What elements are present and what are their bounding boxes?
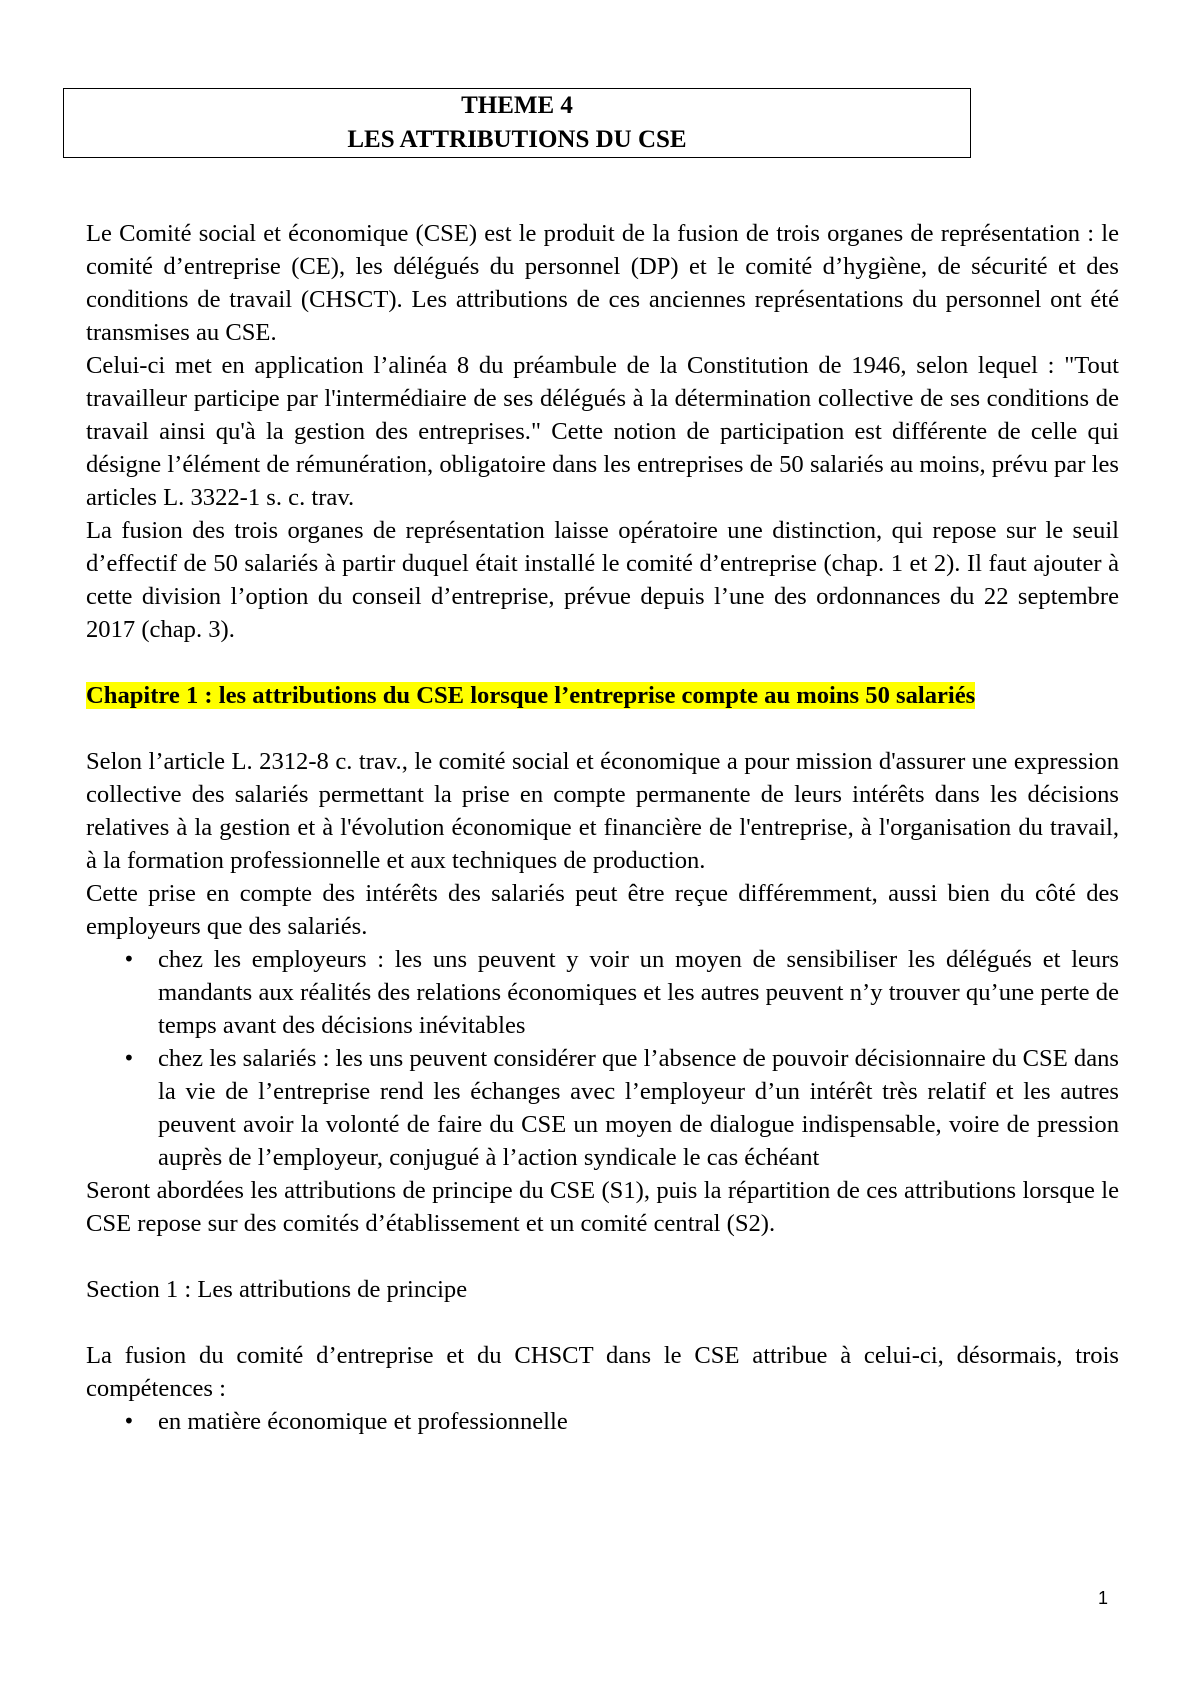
chapter-1-paragraph-1: Selon l’article L. 2312-8 c. trav., le comité social et économique a pour mission d'assurer une expression collective des salariés permettant la prise en compte permanente de leurs intérêts dans les décisions relatives à la gestion et à l'évolution économique et financière de l'entreprise, à l'organisation du travail, à la formation professionnelle et aux techniques de production. [86,748,1119,874]
bullet-icon: • [123,1046,135,1070]
intro-paragraph-3: La fusion des trois organes de représentation laisse opératoire une distinction, qui repose sur le seuil d’effectif de 50 salariés à partir duquel était installé le comité d’entreprise (chap. 1 et 2). Il faut ajouter à cette division l’option du conseil d’entreprise, prévue depuis l’une des ordonnances du 22 septembre 2017 (chap. 3). [86,517,1119,643]
spacer [86,646,1119,679]
section-1-paragraph-1: La fusion du comité d’entreprise et du CHSCT dans le CSE attribue à celui-ci, désormais, trois compétences : [86,1342,1119,1402]
bullet-icon: • [123,1409,135,1433]
section-1-heading: Section 1 : Les attributions de principe [86,1276,468,1303]
list-item [86,1042,1119,1174]
highlighted-heading-text: Chapitre 1 : les attributions du CSE lorsque l’entreprise compte au moins 50 salariés [86,682,976,709]
section-1-bullet-list [86,1405,1119,1438]
spacer [86,1306,1119,1339]
title-box [63,88,971,158]
spacer [86,712,1119,745]
list-item-text: en matière économique et professionnelle [158,1408,568,1435]
page-number: 1 [1097,1588,1108,1608]
document-body [86,217,1119,1438]
list-item [86,943,1119,1042]
theme-number: THEME 4 [461,92,573,119]
intro-paragraph-2: Celui-ci met en application l’alinéa 8 du préambule de la Constitution de 1946, selon lequel : "Tout travailleur participe par l'intermédiaire de ses délégués à la détermination collective de ses conditions de travail ainsi qu'à la gestion des entreprises." Cette notion de participation est différente de celle qui désigne l’élément de rémunération, obligatoire dans les entreprises de 50 salariés au moins, prévu par les articles L. 3322-1 s. c. trav. [86,352,1119,511]
list-item-text: chez les employeurs : les uns peuvent y voir un moyen de sensibiliser les délégués et leurs mandants aux réalités des relations économiques et les autres peuvent n’y trouver qu’une perte de temps avant des décisions inévitables [158,946,1119,1039]
chapter-1-paragraph-3: Seront abordées les attributions de principe du CSE (S1), puis la répartition de ces attributions lorsque le CSE repose sur des comités d’établissement et un comité central (S2). [86,1177,1119,1237]
chapter-1-paragraph-2: Cette prise en compte des intérêts des salariés peut être reçue différemment, aussi bien du côté des employeurs que des salariés. [86,880,1119,940]
chapter-1-bullet-list [86,943,1119,1174]
theme-title: LES ATTRIBUTIONS DU CSE [347,126,687,153]
intro-paragraph-1: Le Comité social et économique (CSE) est le produit de la fusion de trois organes de représentation : le comité d’entreprise (CE), les délégués du personnel (DP) et le comité d’hygiène, de sécurité et des conditions de travail (CHSCT). Les attributions de ces anciennes représentations du personnel ont été transmises au CSE. [86,220,1119,346]
list-item [86,1405,1119,1438]
list-item-text: chez les salariés : les uns peuvent considérer que l’absence de pouvoir décisionnaire du CSE dans la vie de l’entreprise rend les échanges avec l’employeur d’un intérêt très relatif et les autres peuvent avoir la volonté de faire du CSE un moyen de dialogue indispensable, voire de pression auprès de l’employeur, conjugué à l’action syndicale le cas échéant [158,1045,1119,1171]
bullet-icon: • [123,947,135,971]
chapter-1-heading [86,679,1119,712]
spacer [86,1240,1119,1273]
